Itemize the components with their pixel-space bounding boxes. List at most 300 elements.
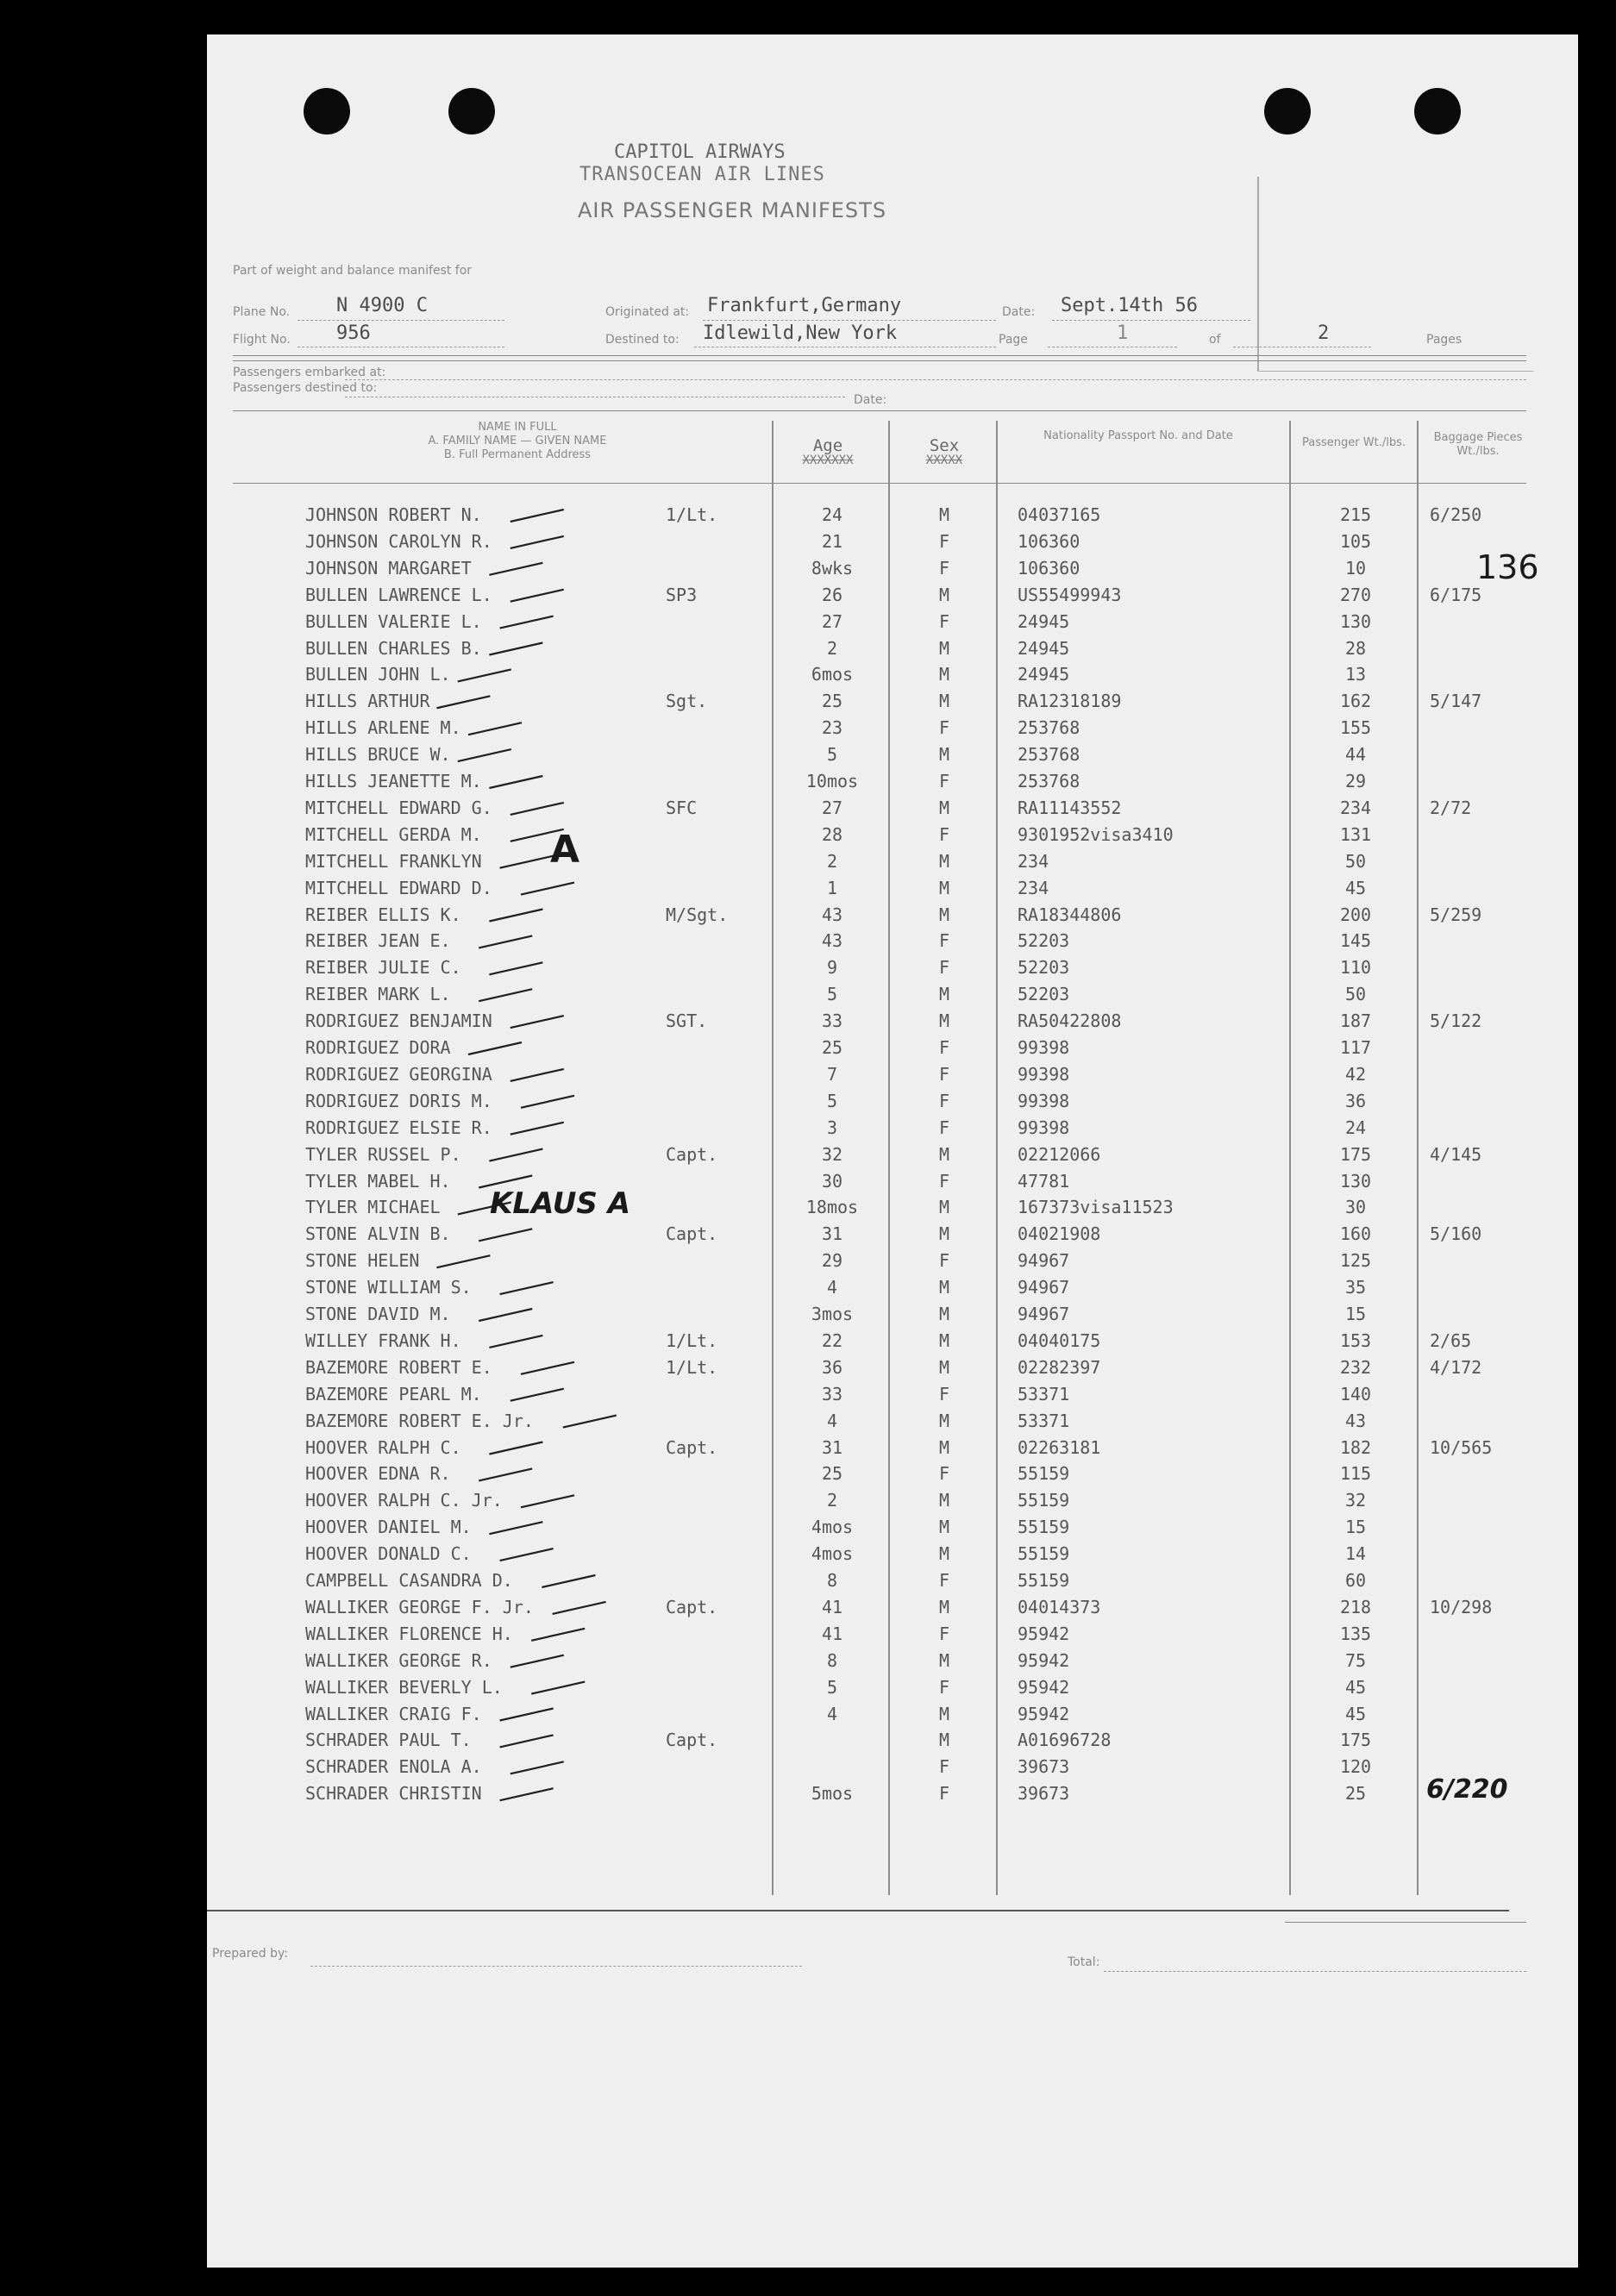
passenger-rank: 1/Lt.: [666, 1356, 718, 1378]
passenger-name: HILLS ARLENE M.: [305, 717, 461, 739]
handwritten-mark-a: A: [550, 828, 580, 872]
passenger-passport: 04040175: [1018, 1329, 1101, 1351]
passenger-age: 7: [826, 1063, 838, 1085]
struck-airline-name: TRANSOCEAN AIR LINES: [579, 164, 825, 185]
tick-mark: [458, 749, 511, 761]
passenger-sex: F: [938, 1676, 950, 1698]
tick-mark: [510, 510, 564, 522]
passenger-passport: 52203: [1018, 930, 1070, 952]
passenger-passport: 53371: [1018, 1383, 1070, 1405]
passenger-passport: 95942: [1018, 1623, 1070, 1644]
tick-mark: [489, 1522, 542, 1534]
passenger-weight: 160: [1339, 1223, 1372, 1245]
destined-at-label: Passengers destined to:: [233, 381, 378, 395]
passenger-sex: M: [938, 1329, 950, 1351]
tick-mark: [510, 536, 564, 548]
passenger-age: 5: [826, 744, 838, 766]
passenger-sex: M: [938, 984, 950, 1005]
col-sex-struck: XXXXX: [925, 454, 963, 467]
passenger-sex: F: [938, 1756, 950, 1778]
passenger-passport: A01696728: [1018, 1730, 1112, 1751]
passenger-sex: F: [938, 1117, 950, 1138]
passenger-weight: 182: [1339, 1436, 1372, 1458]
plane-no-label: Plane No.: [233, 305, 291, 319]
passenger-name: WILLEY FRANK H.: [305, 1329, 461, 1351]
passenger-age: 4: [826, 1703, 838, 1724]
passenger-weight: 130: [1339, 610, 1372, 632]
passenger-sex: M: [938, 744, 950, 766]
passenger-weight: 130: [1339, 1170, 1372, 1192]
handwritten-page-number: 136: [1476, 548, 1539, 586]
tick-mark: [468, 1042, 522, 1054]
passenger-name: HILLS ARTHUR: [305, 691, 430, 712]
form-title: AIR PASSENGER MANIFESTS: [578, 198, 887, 222]
passenger-age: 23: [821, 717, 843, 739]
passenger-passport: 04014373: [1018, 1596, 1101, 1617]
passenger-sex: M: [938, 797, 950, 818]
passenger-sex: M: [938, 1010, 950, 1032]
passenger-baggage: 5/259: [1430, 904, 1482, 925]
of-label: of: [1209, 333, 1221, 347]
tick-mark: [436, 696, 490, 708]
passenger-age: 33: [821, 1383, 843, 1405]
passenger-age: 43: [821, 904, 843, 925]
footer-divider-right: [1285, 1922, 1526, 1923]
handwritten-tick-marks: [207, 34, 1578, 2268]
passenger-weight: 270: [1339, 584, 1372, 605]
passenger-sex: M: [938, 1277, 950, 1298]
passenger-age: 43: [821, 930, 843, 952]
tick-mark: [500, 1735, 554, 1747]
passenger-age: 28: [821, 823, 843, 845]
passenger-name: BAZEMORE ROBERT E.: [305, 1356, 492, 1378]
passenger-baggage: 5/160: [1430, 1223, 1482, 1245]
tick-mark: [521, 883, 574, 895]
passenger-sex: F: [938, 1063, 950, 1085]
passenger-name: SCHRADER CHRISTIN: [305, 1783, 482, 1805]
passenger-passport: 24945: [1018, 637, 1070, 659]
passenger-weight: 36: [1344, 1090, 1367, 1111]
passenger-rank: Capt.: [666, 1143, 718, 1165]
passenger-name: RODRIGUEZ BENJAMIN: [305, 1010, 492, 1032]
passenger-age: 4mos: [811, 1517, 854, 1538]
passenger-passport: RA12318189: [1018, 691, 1122, 712]
passenger-passport: 02263181: [1018, 1436, 1101, 1458]
passenger-sex: M: [938, 1223, 950, 1245]
passenger-passport: 253768: [1018, 744, 1080, 766]
passenger-rank: M/Sgt.: [666, 904, 729, 925]
page-number: 1: [1117, 322, 1129, 344]
passenger-rank: SP3: [666, 584, 698, 605]
passenger-passport: 02212066: [1018, 1143, 1101, 1165]
passenger-name: BULLEN VALERIE L.: [305, 610, 482, 632]
prepared-by-line: [310, 1966, 802, 1967]
originated-label: Originated at:: [605, 305, 690, 319]
passenger-name: HOOVER RALPH C.: [305, 1436, 461, 1458]
tick-mark: [510, 1655, 564, 1667]
pages-label: Pages: [1426, 333, 1463, 347]
passenger-sex: F: [938, 1783, 950, 1805]
passenger-weight: 60: [1344, 1570, 1367, 1591]
passenger-sex: F: [938, 1623, 950, 1644]
total-label: Total:: [1068, 1955, 1100, 1969]
passenger-passport: 167373visa11523: [1018, 1197, 1174, 1218]
passenger-name: MITCHELL FRANKLYN: [305, 850, 482, 872]
tick-mark: [510, 590, 564, 602]
passenger-baggage: 2/72: [1430, 797, 1472, 818]
passenger-age: 5: [826, 1090, 838, 1111]
passenger-passport: 24945: [1018, 610, 1070, 632]
passenger-weight: 234: [1339, 797, 1372, 818]
passenger-sex: F: [938, 930, 950, 952]
passenger-age: 27: [821, 797, 843, 818]
passenger-rank: Capt.: [666, 1730, 718, 1751]
tick-mark: [510, 1069, 564, 1081]
passenger-name: HILLS BRUCE W.: [305, 744, 451, 766]
passenger-sex: M: [938, 1649, 950, 1671]
passenger-name: STONE ALVIN B.: [305, 1223, 451, 1245]
flight-no-value: 956: [336, 322, 371, 344]
passenger-name: BULLEN JOHN L.: [305, 664, 451, 685]
passenger-name: WALLIKER BEVERLY L.: [305, 1676, 503, 1698]
passenger-name: CAMPBELL CASANDRA D.: [305, 1570, 513, 1591]
tick-mark: [489, 1149, 542, 1161]
airline-name: CAPITOL AIRWAYS: [614, 141, 786, 163]
col-weight-heading: Passenger Wt./lbs.: [1302, 436, 1406, 449]
passenger-sex: M: [938, 1517, 950, 1538]
passenger-sex: M: [938, 1410, 950, 1431]
col-passport-heading: Nationality Passport No. and Date: [1043, 429, 1233, 442]
passenger-passport: 94967: [1018, 1250, 1070, 1272]
passenger-weight: 215: [1339, 504, 1372, 525]
passenger-sex: F: [938, 771, 950, 791]
passenger-passport: 04021908: [1018, 1223, 1101, 1245]
passenger-rank: SFC: [666, 797, 698, 818]
passenger-sex: F: [938, 1463, 950, 1485]
passenger-passport: 95942: [1018, 1703, 1070, 1724]
passenger-passport: 55159: [1018, 1463, 1070, 1485]
col-age-struck: XXXXXXX: [802, 454, 854, 467]
passenger-age: 31: [821, 1223, 843, 1245]
passenger-passport: 234: [1018, 877, 1049, 898]
passenger-passport: 04037165: [1018, 504, 1101, 525]
passenger-age: 8: [826, 1649, 838, 1671]
passenger-weight: 42: [1344, 1063, 1367, 1085]
passenger-weight: 218: [1339, 1596, 1372, 1617]
passenger-age: 21: [821, 530, 843, 552]
passenger-name: BULLEN LAWRENCE L.: [305, 584, 492, 605]
passenger-name: HOOVER DANIEL M.: [305, 1517, 472, 1538]
passenger-weight: 162: [1339, 691, 1372, 712]
passenger-weight: 110: [1339, 957, 1372, 979]
passenger-weight: 50: [1344, 984, 1367, 1005]
passenger-age: 25: [821, 1463, 843, 1485]
page-label: Page: [999, 333, 1028, 347]
passenger-passport: 52203: [1018, 984, 1070, 1005]
passenger-weight: 32: [1344, 1490, 1367, 1511]
tick-mark: [542, 1575, 595, 1587]
passenger-weight: 43: [1344, 1410, 1367, 1431]
passenger-weight: 15: [1344, 1304, 1367, 1324]
passenger-passport: 95942: [1018, 1649, 1070, 1671]
passenger-weight: 50: [1344, 850, 1367, 872]
passenger-name: JOHNSON MARGARET: [305, 557, 472, 579]
passenger-rank: Capt.: [666, 1596, 718, 1617]
passenger-sex: F: [938, 1250, 950, 1272]
passenger-name: WALLIKER CRAIG F.: [305, 1703, 482, 1724]
passenger-weight: 131: [1339, 823, 1372, 845]
passenger-passport: 94967: [1018, 1277, 1070, 1298]
tick-mark: [479, 935, 532, 948]
passenger-weight: 29: [1344, 771, 1367, 791]
passenger-passport: 94967: [1018, 1304, 1070, 1324]
col-age-heading: Age: [812, 436, 843, 455]
tick-mark: [468, 723, 522, 735]
total-line: [1104, 1971, 1526, 1972]
passenger-passport: 55159: [1018, 1570, 1070, 1591]
passenger-weight: 232: [1339, 1356, 1372, 1378]
tick-mark: [510, 1016, 564, 1028]
tick-mark: [500, 856, 554, 868]
passenger-passport: 55159: [1018, 1517, 1070, 1538]
passenger-passport: 99398: [1018, 1090, 1070, 1111]
passenger-weight: 115: [1339, 1463, 1372, 1485]
passenger-age: 31: [821, 1436, 843, 1458]
passenger-name: TYLER MABEL H.: [305, 1170, 451, 1192]
passenger-weight: 44: [1344, 744, 1367, 766]
passenger-sex: M: [938, 637, 950, 659]
passenger-baggage: 10/298: [1430, 1596, 1493, 1617]
tick-mark: [489, 776, 542, 788]
passenger-passport: RA11143552: [1018, 797, 1122, 818]
passenger-age: 5: [826, 984, 838, 1005]
weight-balance-label: Part of weight and balance manifest for: [233, 264, 473, 278]
passenger-weight: 175: [1339, 1730, 1372, 1751]
passenger-passport: 106360: [1018, 530, 1080, 552]
passenger-sex: M: [938, 1596, 950, 1617]
tick-mark: [479, 989, 532, 1001]
passenger-age: 4: [826, 1277, 838, 1298]
originated-value: Frankfurt,Germany: [707, 295, 902, 316]
passenger-sex: M: [938, 584, 950, 605]
passenger-sex: M: [938, 1543, 950, 1565]
passenger-weight: 45: [1344, 877, 1367, 898]
passenger-age: 33: [821, 1010, 843, 1032]
passenger-name: WALLIKER GEORGE R.: [305, 1649, 492, 1671]
tick-mark: [458, 669, 511, 681]
col-baggage-heading: Baggage Pieces Wt./lbs.: [1433, 431, 1523, 458]
passenger-sex: M: [938, 1356, 950, 1378]
passenger-weight: 105: [1339, 530, 1372, 552]
passenger-weight: 14: [1344, 1543, 1367, 1565]
tick-mark: [500, 616, 554, 629]
passenger-weight: 140: [1339, 1383, 1372, 1405]
passenger-name: WALLIKER GEORGE F. Jr.: [305, 1596, 534, 1617]
passenger-passport: 24945: [1018, 664, 1070, 685]
passenger-age: 25: [821, 1037, 843, 1058]
passenger-sex: F: [938, 1037, 950, 1058]
plane-no-value: N 4900 C: [336, 295, 428, 316]
footer-divider: [207, 1910, 1509, 1911]
passenger-age: 6mos: [811, 664, 854, 685]
passenger-sex: F: [938, 1170, 950, 1192]
passenger-name: STONE DAVID M.: [305, 1304, 451, 1324]
passenger-age: 8: [826, 1570, 838, 1591]
passenger-name: SCHRADER PAUL T.: [305, 1730, 472, 1751]
manifest-page: [207, 34, 1578, 2268]
flight-no-label: Flight No.: [233, 333, 291, 347]
passenger-sex: F: [938, 1570, 950, 1591]
passenger-name: STONE HELEN: [305, 1250, 420, 1272]
tick-mark: [489, 563, 542, 575]
passenger-rank: Sgt.: [666, 691, 708, 712]
passenger-sex: M: [938, 1197, 950, 1218]
tick-mark: [510, 1389, 564, 1401]
passenger-age: 26: [821, 584, 843, 605]
passenger-passport: 52203: [1018, 957, 1070, 979]
passenger-weight: 25: [1344, 1783, 1367, 1805]
passenger-name: HOOVER RALPH C. Jr.: [305, 1490, 503, 1511]
passenger-age: 10mos: [805, 771, 859, 791]
passenger-name: REIBER ELLIS K.: [305, 904, 461, 925]
passenger-age: 4mos: [811, 1543, 854, 1565]
passenger-age: 22: [821, 1329, 843, 1351]
passenger-rank: Capt.: [666, 1436, 718, 1458]
passenger-sex: M: [938, 877, 950, 898]
passenger-weight: 135: [1339, 1623, 1372, 1644]
passenger-name: BAZEMORE ROBERT E. Jr.: [305, 1410, 534, 1431]
passenger-sex: F: [938, 610, 950, 632]
passenger-name: RODRIGUEZ DORIS M.: [305, 1090, 492, 1111]
passenger-age: 5: [826, 1676, 838, 1698]
passenger-age: 41: [821, 1623, 843, 1644]
passenger-passport: 234: [1018, 850, 1049, 872]
passenger-name: BULLEN CHARLES B.: [305, 637, 482, 659]
passenger-baggage: 4/145: [1430, 1143, 1482, 1165]
passenger-name: TYLER MICHAEL: [305, 1197, 441, 1218]
date-label: Date:: [1002, 305, 1036, 319]
tick-mark: [489, 643, 542, 655]
passenger-sex: M: [938, 1703, 950, 1724]
passenger-passport: 39673: [1018, 1756, 1070, 1778]
tick-mark: [521, 1495, 574, 1507]
passenger-weight: 200: [1339, 904, 1372, 925]
passenger-rank: SGT.: [666, 1010, 708, 1032]
tick-mark: [553, 1602, 606, 1614]
passenger-rank: 1/Lt.: [666, 1329, 718, 1351]
passenger-weight: 175: [1339, 1143, 1372, 1165]
passenger-age: 5mos: [811, 1783, 854, 1805]
tick-mark: [521, 1362, 574, 1374]
passenger-weight: 155: [1339, 717, 1372, 739]
passenger-weight: 35: [1344, 1277, 1367, 1298]
passenger-baggage: 10/565: [1430, 1436, 1493, 1458]
passenger-weight: 28: [1344, 637, 1367, 659]
passenger-passport: 99398: [1018, 1037, 1070, 1058]
tick-mark: [531, 1629, 585, 1641]
passenger-passport: 95942: [1018, 1676, 1070, 1698]
tick-mark: [479, 1468, 532, 1480]
passenger-weight: 13: [1344, 664, 1367, 685]
passenger-age: 25: [821, 691, 843, 712]
passenger-sex: M: [938, 1143, 950, 1165]
passenger-sex: M: [938, 904, 950, 925]
passenger-age: 4: [826, 1410, 838, 1431]
passenger-weight: 187: [1339, 1010, 1372, 1032]
passenger-rank: Capt.: [666, 1223, 718, 1245]
passenger-passport: 9301952visa3410: [1018, 823, 1174, 845]
passenger-sex: M: [938, 1304, 950, 1324]
passenger-passport: 106360: [1018, 557, 1080, 579]
passenger-rank: 1/Lt.: [666, 504, 718, 525]
passenger-weight: 75: [1344, 1649, 1367, 1671]
passenger-passport: 99398: [1018, 1063, 1070, 1085]
passenger-sex: M: [938, 504, 950, 525]
tick-mark: [510, 1761, 564, 1774]
passenger-passport: 55159: [1018, 1543, 1070, 1565]
passenger-name: MITCHELL GERDA M.: [305, 823, 482, 845]
passenger-weight: 153: [1339, 1329, 1372, 1351]
passenger-age: 24: [821, 504, 843, 525]
passenger-baggage: 6/250: [1430, 504, 1482, 525]
passenger-age: 8wks: [811, 557, 854, 579]
passenger-weight: 10: [1344, 557, 1367, 579]
passenger-age: 3mos: [811, 1304, 854, 1324]
passenger-passport: RA50422808: [1018, 1010, 1122, 1032]
passenger-sex: M: [938, 850, 950, 872]
passenger-weight: 117: [1339, 1037, 1372, 1058]
tick-mark: [500, 1282, 554, 1294]
passenger-sex: F: [938, 717, 950, 739]
col-name-heading: NAME IN FULL: [478, 421, 557, 434]
destined-label: Destined to:: [605, 333, 680, 347]
passenger-sex: M: [938, 691, 950, 712]
passenger-name: REIBER JULIE C.: [305, 957, 461, 979]
passenger-passport: 47781: [1018, 1170, 1070, 1192]
tick-mark: [500, 1709, 554, 1721]
passenger-age: 9: [826, 957, 838, 979]
tick-mark: [479, 1229, 532, 1241]
passenger-age: 3: [826, 1117, 838, 1138]
passenger-baggage: 5/147: [1430, 691, 1482, 712]
passenger-name: WALLIKER FLORENCE H.: [305, 1623, 513, 1644]
passenger-name: SCHRADER ENOLA A.: [305, 1756, 482, 1778]
tick-mark: [489, 1336, 542, 1348]
passenger-baggage: 4/172: [1430, 1356, 1482, 1378]
passenger-passport: 99398: [1018, 1117, 1070, 1138]
passenger-passport: 02282397: [1018, 1356, 1101, 1378]
tick-mark: [500, 1788, 554, 1800]
passenger-weight: 30: [1344, 1197, 1367, 1218]
passenger-name: RODRIGUEZ DORA: [305, 1037, 451, 1058]
passenger-sex: M: [938, 1490, 950, 1511]
passenger-weight: 125: [1339, 1250, 1372, 1272]
passenger-weight: 45: [1344, 1703, 1367, 1724]
passenger-sex: M: [938, 664, 950, 685]
passenger-age: 1: [826, 877, 838, 898]
tick-mark: [436, 1255, 490, 1267]
passenger-name: STONE WILLIAM S.: [305, 1277, 472, 1298]
passenger-sex: F: [938, 1090, 950, 1111]
passenger-age: 2: [826, 1490, 838, 1511]
handwritten-klaus-a: KLAUS A: [490, 1186, 631, 1221]
passenger-age: 2: [826, 637, 838, 659]
passenger-age: 36: [821, 1356, 843, 1378]
passenger-name: REIBER JEAN E.: [305, 930, 451, 952]
tick-mark: [510, 803, 564, 815]
passenger-age: 29: [821, 1250, 843, 1272]
passenger-age: 32: [821, 1143, 843, 1165]
